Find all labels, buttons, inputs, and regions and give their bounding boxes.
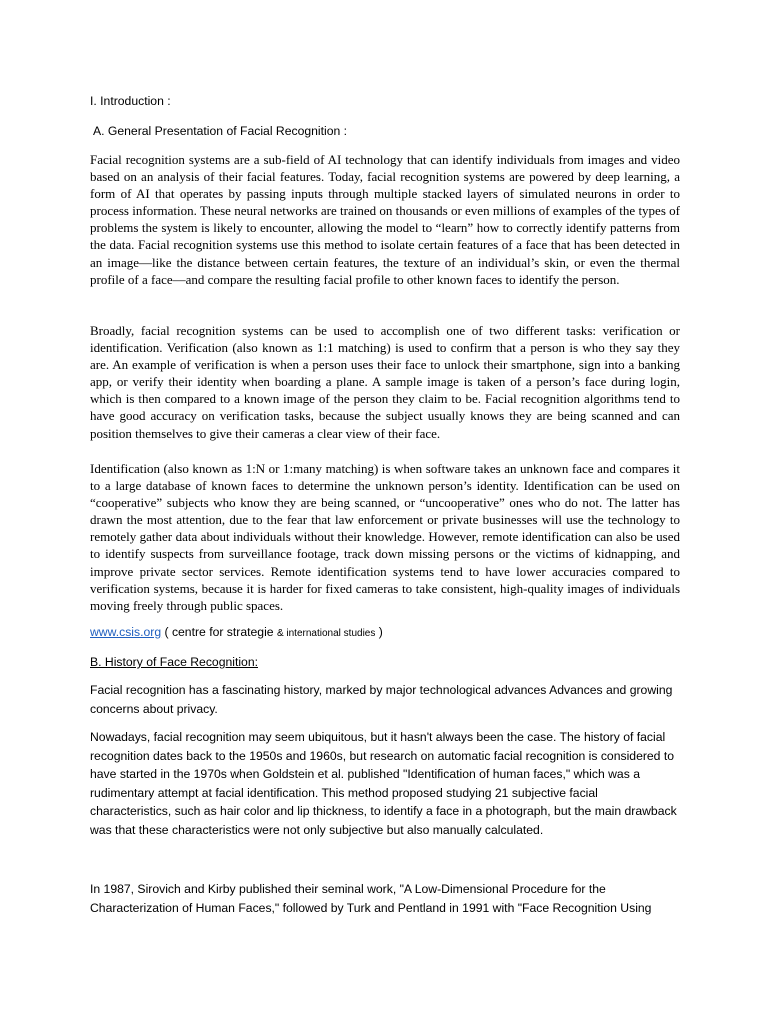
source-description: ( centre for strategie <box>161 625 277 639</box>
paragraph-facial-recognition-overview: Facial recognition systems are a sub-field of AI technology that can identify individuals from images and video based on an analysis of their facial features. Today, facial recognition systems are powered by deep learning, a form of AI that operates by passing inputs through multiple stacked layers of simulated neurons in order to process information. These neural networks are trained on thousands or even millions of examples of the types of problems the system is likely to encounter, allowing the model to “learn” how to correctly identify patterns from the data. Facial recognition systems use this method to isolate certain features of a face that has been detected in an image—like the distance between certain features, the texture of an individual’s skin, or even the thermal profile of a face—and compare the resulting facial profile to other known faces to identify the person. <box>90 152 680 287</box>
paragraph-history-intro: Facial recognition has a fascinating history, marked by major technological advances Advances and growing concerns about privacy. <box>90 683 673 716</box>
source-citation <box>90 623 680 644</box>
paragraph-history-1987: In 1987, Sirovich and Kirby published their seminal work, "A Low-Dimensional Procedure for the Characterization of Human Faces," followed by Turk and Pentland in 1991 with "Face Recognition Using <box>90 882 652 915</box>
paragraph-identification: Identification (also known as 1:N or 1:many matching) is when software takes an unknown face and compares it to a large database of known faces to determine the unknown person’s identity. Identification can be used on “cooperative” subjects who know they are being scanned, or “uncooperative” ones who do not. The latter has drawn the most attention, due to the fear that law enforcement or private businesses will use the technology to remotely gather data about individuals without their knowledge. However, remote identification can also be used to identify suspects from surveillance footage, track down missing persons or the victims of kidnapping, and improve private sector services. Remote identification systems tend to have lower accuracies compared to verification systems, because it is harder for fixed cameras to take consistent, high-quality images of individuals moving freely through public spaces. <box>90 461 680 613</box>
paragraph-verification: Broadly, facial recognition systems can be used to accomplish one of two different tasks: verification or identification. Verification (also known as 1:1 matching) is used to confirm that a person is who they say they are. An example of verification is when a person uses their face to unlock their smartphone, sign into a banking app, or verify their identity when boarding a plane. A sample image is taken of a person’s face during login, which is then compared to a known image of the person they claim to be. Facial recognition algorithms tend to have good accuracy on verification tasks, because the subject usually knows they are being scanned and can position themselves to give their cameras a clear view of their face. <box>90 323 680 441</box>
heading-introduction: I. Introduction : <box>90 94 171 108</box>
csis-link[interactable]: www.csis.org <box>90 625 162 639</box>
heading-general-presentation: A. General Presentation of Facial Recognition : <box>93 124 348 138</box>
source-description-small: & international studies <box>276 628 376 639</box>
heading-history <box>90 653 680 672</box>
heading-history-text: B. History of Face Recognition: <box>90 655 258 669</box>
source-close: ) <box>375 625 383 639</box>
paragraph-history-1970s: Nowadays, facial recognition may seem ubiquitous, but it hasn't always been the case. The history of facial recognition dates back to the 1950s and 1960s, but research on automatic facial recognition is considered to have started in the 1970s when Goldstein et al. published "Identification of human faces," which was a rudimentary attempt at facial identification. This method proposed studying 21 subjective facial characteristics, such as hair color and lip thickness, to identify a face in a photograph, but the main drawback was that these characteristics were not only subjective but also manually calculated. <box>90 730 677 837</box>
